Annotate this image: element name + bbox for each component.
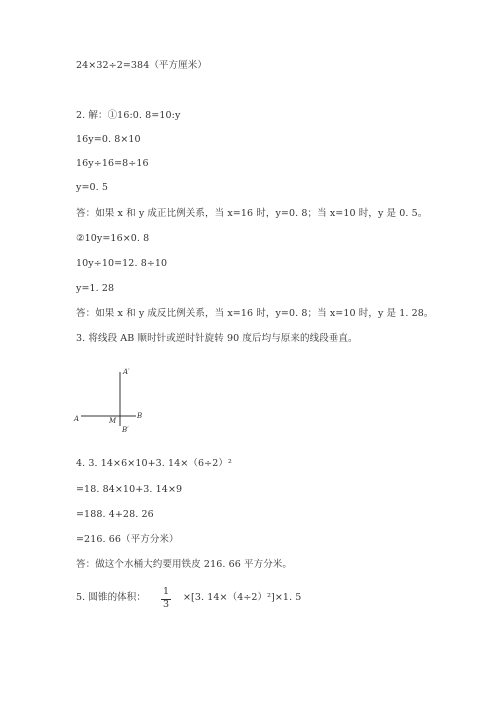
line-11: 3. 将线段 AB 顺时针或逆时针旋转 90 度后均与原来的线段垂直。 bbox=[76, 333, 358, 344]
line-2: 2. 解：①16:0. 8=10:y bbox=[76, 110, 181, 121]
line-10: 答：如果 x 和 y 成反比例关系，当 x=16 时，y=0. 8；当 x=10 时，y 是 1. 28。 bbox=[76, 308, 434, 319]
line-16: 答：做这个水桶大约要用铁皮 216. 66 平方分米。 bbox=[76, 559, 293, 570]
label-b-prime: B′ bbox=[122, 426, 129, 434]
label-m: M bbox=[109, 417, 117, 425]
label-a-prime: A′ bbox=[123, 368, 130, 376]
line-14: =188. 4+28. 26 bbox=[76, 509, 154, 520]
line-12: 4. 3. 14×6×10+3. 14×（6÷2）² bbox=[76, 458, 232, 469]
rotation-figure bbox=[72, 362, 152, 442]
line-6: 答：如果 x 和 y 成正比例关系，当 x=16 时，y=0. 8；当 x=10 时，y 是 0. 5。 bbox=[76, 208, 428, 219]
q5-prefix: 5. 圆锥的体积： bbox=[76, 592, 146, 603]
fraction-numerator: 1 bbox=[162, 586, 170, 597]
fraction-one-third bbox=[159, 587, 173, 611]
line-8: 10y÷10=12. 8÷10 bbox=[76, 258, 168, 269]
line-5: y=0. 5 bbox=[76, 182, 109, 193]
line-15: =216. 66（平方分米） bbox=[76, 534, 179, 545]
line-3: 16y=0. 8×10 bbox=[76, 134, 141, 145]
label-b: B bbox=[137, 412, 143, 420]
line-1: 24×32÷2=384（平方厘米） bbox=[76, 60, 207, 71]
line-9: y=1. 28 bbox=[76, 283, 115, 294]
fraction-denominator: 3 bbox=[162, 599, 170, 610]
label-a: A bbox=[74, 415, 80, 423]
q5-expression: ×[3. 14×（4÷2）²]×1. 5 bbox=[183, 592, 302, 603]
line-7: ②10y=16×0. 8 bbox=[76, 233, 150, 244]
line-4: 16y÷16=8÷16 bbox=[76, 158, 149, 169]
line-13: =18. 84×10+3. 14×9 bbox=[76, 484, 183, 495]
